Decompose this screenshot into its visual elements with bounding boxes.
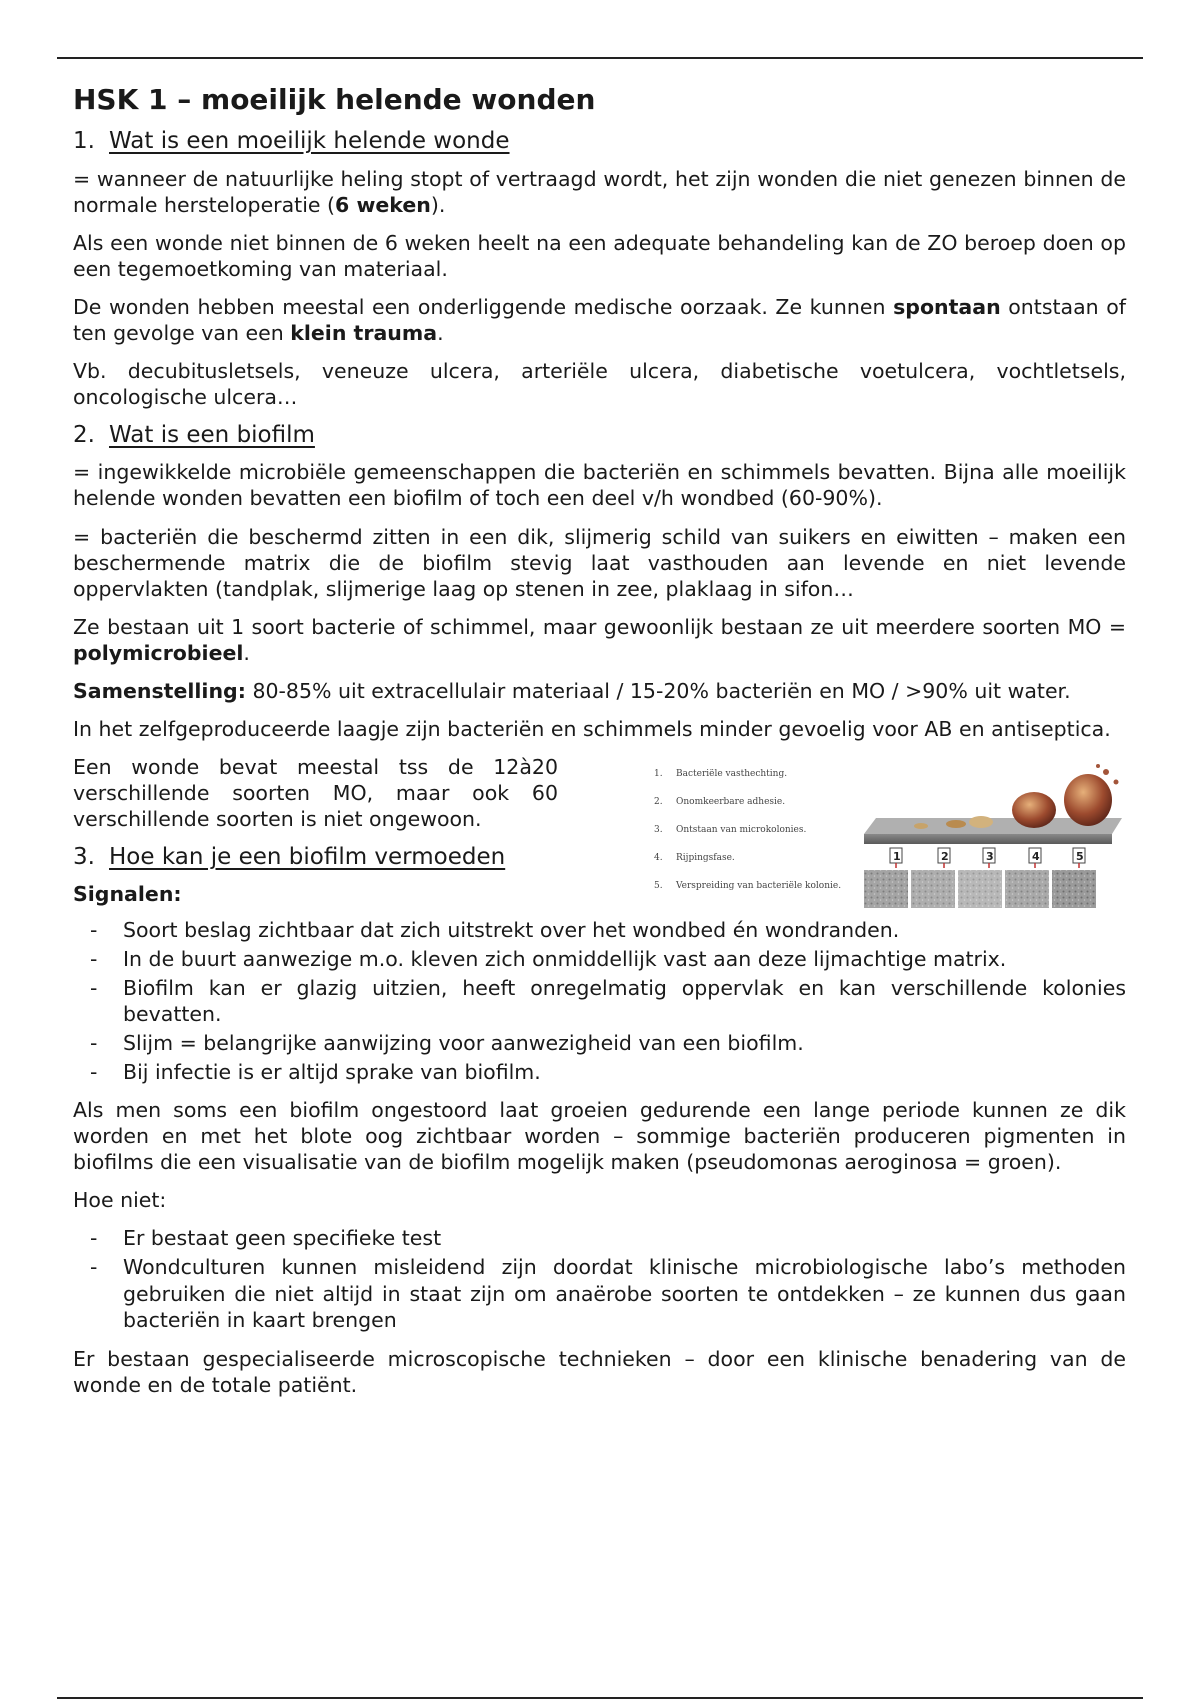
section-number: 1.	[73, 128, 95, 154]
step-label: Rijpingsfase.	[676, 852, 735, 863]
section-number: 2.	[73, 421, 95, 448]
micrograph-2	[911, 870, 955, 908]
stage-number: 5	[1076, 849, 1084, 863]
text-run: .	[437, 320, 444, 345]
step-label: Bacteriële vasthechting.	[676, 768, 788, 779]
paragraph	[73, 294, 1126, 346]
step-number: 1.	[654, 768, 663, 779]
paragraph: Er bestaan gespecialiseerde microscopische technieken – door een klinische benadering van de wonde en de totale patiënt.	[73, 1346, 1126, 1397]
paragraph-examples: Vb. decubitusletsels, veneuze ulcera, arteriële ulcera, diabetische voetulcera, vochtletsels, oncologische ulcera…	[73, 358, 1126, 409]
step-number: 5.	[654, 880, 663, 891]
bold-text: polymicrobieel	[73, 640, 244, 665]
text-run: Ze bestaan uit 1 soort bacterie of schimmel, maar gewoonlijk bestaan ze uit meerdere soorten MO =	[73, 614, 1126, 639]
paragraph: = bacteriën die beschermd zitten in een dik, slijmerig schild van suikers en eiwitten – maken een beschermende matrix die de biofilm stevig laat vasthouden aan levende en niet levende oppervlakten (tandplak, slijmerige laag op stenen in zee, plaklaag in sifon…	[73, 524, 1126, 601]
bold-text: Samenstelling:	[73, 678, 246, 703]
list-item: - Soort beslag zichtbaar dat zich uitstrekt over het wondbed én wondranden.	[73, 917, 1126, 944]
stage-4-mature-colony	[1012, 792, 1056, 828]
step-number: 3.	[654, 824, 663, 835]
hoe-niet-label: Hoe niet:	[73, 1188, 167, 1213]
text-run: 80-85% uit extracellulair materiaal / 15-20% bacteriën en MO / >90% uit water.	[245, 678, 1071, 703]
hoe-niet-list	[73, 1225, 1126, 1334]
surface-edge	[864, 834, 1112, 844]
section-label: Wat is een moeilijk helende wonde	[109, 128, 510, 154]
stage-markers	[890, 848, 1085, 868]
header-rule	[57, 57, 1143, 59]
document-body	[73, 82, 1126, 1410]
dispersed-cell	[1096, 764, 1100, 768]
micrograph-5	[1052, 870, 1096, 908]
text-with-figure	[73, 754, 1126, 891]
paragraph-samenstelling	[73, 678, 1126, 704]
section-label: Wat is een biofilm	[109, 421, 315, 448]
paragraph: Als men soms een biofilm ongestoord laat groeien gedurende een lange periode kunnen ze dik worden en met het blote oog zichtbaar worden – sommige bacteriën produceren pigmenten in biofilms die een visualisatie van de biofilm mogelijk maken (pseudomonas aeroginosa = groen).	[73, 1098, 1126, 1175]
step-label: Ontstaan van microkolonies.	[676, 824, 807, 835]
list-item: - Bij infectie is er altijd sprake van biofilm.	[73, 1059, 1126, 1086]
stage-number: 2	[941, 849, 949, 863]
footer-rule	[57, 1697, 1143, 1699]
paragraph: In het zelfgeproduceerde laagje zijn bacteriën en schimmels minder gevoelig voor AB en antiseptica.	[73, 716, 1111, 741]
list-item: - Er bestaat geen specifieke test	[73, 1225, 1126, 1252]
micrograph-4	[1005, 870, 1049, 908]
text-run: = wanneer de natuurlijke heling stopt of vertraagd wordt, het zijn wonden die niet genezen binnen de normale hersteloperatie (	[73, 166, 1126, 217]
step-number: 4.	[654, 852, 663, 863]
dispersed-cell	[1103, 769, 1109, 775]
bold-text: klein trauma	[290, 320, 438, 345]
stage-number: 3	[986, 849, 994, 863]
section-heading-2	[73, 422, 1126, 450]
section-heading-1	[73, 128, 1126, 156]
signalen-list	[73, 917, 1126, 1085]
section-label: Hoe kan je een biofilm vermoeden	[109, 843, 506, 870]
side-text	[73, 754, 558, 872]
stage-2-bacteria	[946, 820, 966, 828]
text-run: De wonden hebben meestal een onderliggende medische oorzaak. Ze kunnen	[73, 294, 894, 319]
step-label: Verspreiding van bacteriële kolonie.	[676, 880, 842, 891]
stage-number: 1	[893, 849, 901, 863]
bold-text: Signalen:	[73, 882, 182, 907]
stage-number: 4	[1032, 849, 1040, 863]
paragraph: Als een wonde niet binnen de 6 weken heelt na een adequate behandeling kan de ZO beroep doen op een tegemoetkoming van materiaal.	[73, 230, 1126, 281]
list-item: - Biofilm kan er glazig uitzien, heeft onregelmatig oppervlak en kan verschillende kolonies bevatten.	[73, 975, 1126, 1028]
text-run: .	[243, 640, 250, 665]
text-run: ).	[430, 192, 446, 217]
micrograph-3	[958, 870, 1002, 908]
micrograph-strip	[864, 870, 1096, 908]
stage-1-bacteria	[914, 823, 928, 829]
section-number: 3.	[73, 843, 95, 870]
micrograph-1	[864, 870, 908, 908]
list-item: - Wondculturen kunnen misleidend zijn doordat klinische microbiologische labo’s methoden gebruiken die niet altijd in staat zijn om anaërobe soorten te ontdekken – ze kunnen dus gaan bacteriën in kaart brengen	[73, 1254, 1126, 1334]
paragraph: = ingewikkelde microbiële gemeenschappen die bacteriën en schimmels bevatten. Bijna alle moeilijk helende wonden bevatten een biofilm of toch een deel v/h wondbed (60-90%).	[73, 460, 1126, 511]
text-run: ontstaan of ten gevolge van een	[73, 294, 1127, 345]
section-heading-3	[73, 844, 558, 872]
list-item: - In de buurt aanwezige m.o. kleven zich onmiddellijk vast aan deze lijmachtige matrix.	[73, 946, 1126, 973]
page-title: HSK 1 – moeilijk helende wonden	[73, 83, 596, 116]
paragraph	[73, 614, 1126, 666]
list-item: - Slijm = belangrijke aanwijzing voor aanwezigheid van een biofilm.	[73, 1030, 1126, 1057]
bold-text: 6 weken	[335, 192, 431, 217]
paragraph: Een wonde bevat meestal tss de 12à20 verschillende soorten MO, maar ook 60 verschillende soorten is niet ongewoon.	[73, 754, 558, 831]
biofilm-stages-figure	[576, 758, 1128, 918]
bold-text: spontaan	[893, 294, 1001, 319]
step-number: 2.	[654, 796, 663, 807]
step-label: Onomkeerbare adhesie.	[676, 796, 786, 807]
paragraph-definition	[73, 166, 1126, 218]
stage-3-microcolony	[969, 816, 993, 828]
biofilm-illustration	[576, 758, 1128, 918]
dispersed-cell	[1114, 779, 1119, 784]
stage-5-dispersing-colony	[1064, 774, 1112, 826]
